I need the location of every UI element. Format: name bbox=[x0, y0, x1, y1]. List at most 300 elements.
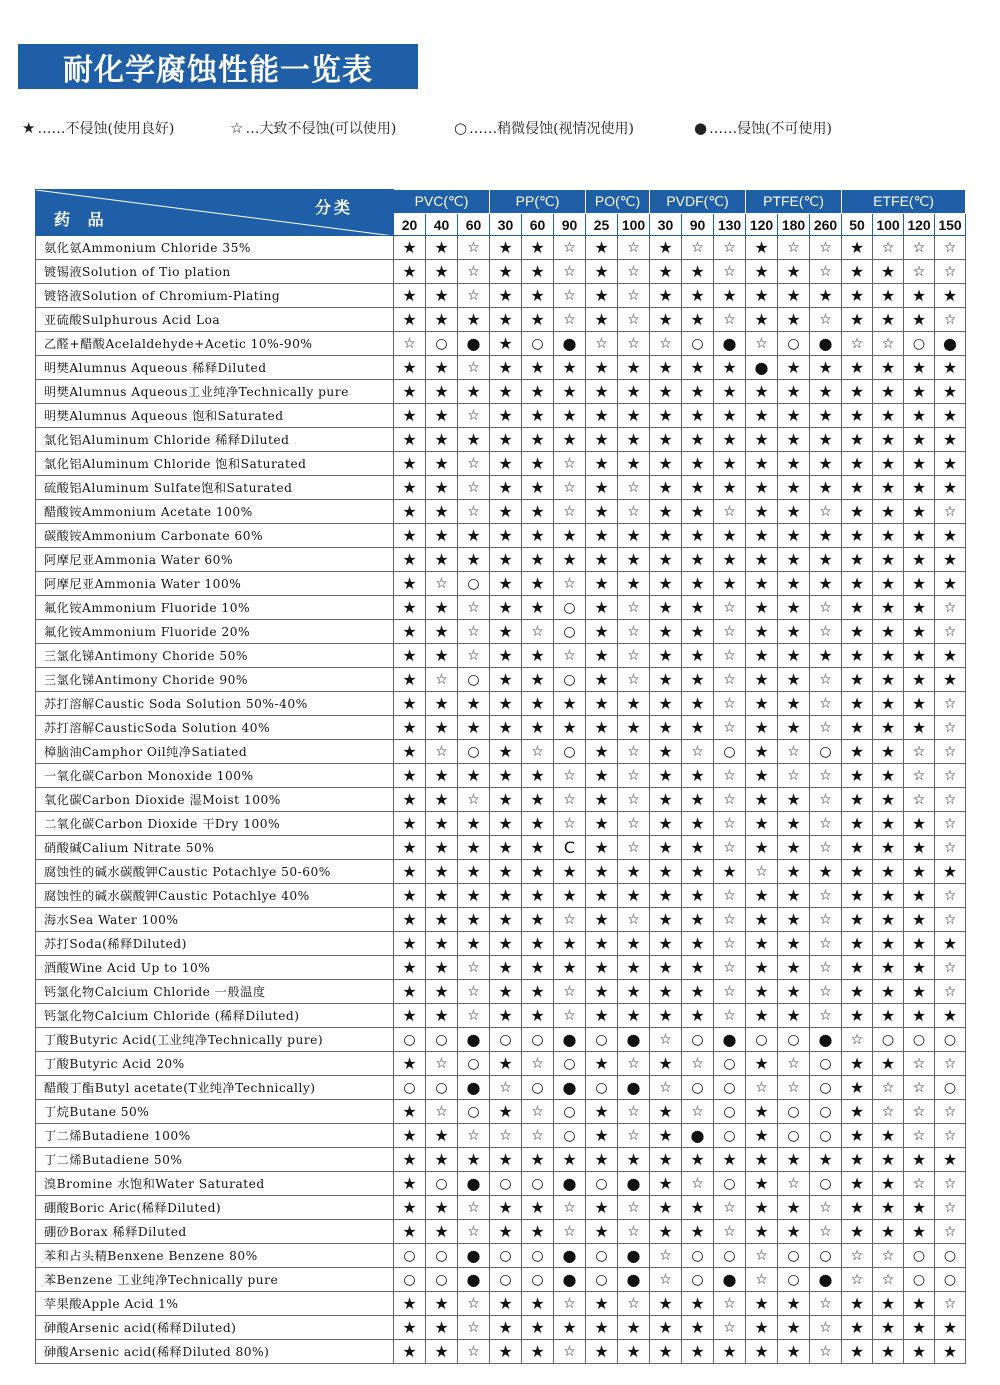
open-circle-icon: ○ bbox=[935, 1076, 966, 1100]
table-row bbox=[36, 1244, 966, 1268]
temp-header: 60 bbox=[522, 214, 554, 236]
open-circle-icon: ○ bbox=[778, 1028, 810, 1052]
filled-star-icon: ★ bbox=[682, 956, 714, 980]
filled-star-icon: ★ bbox=[426, 1340, 458, 1364]
open-star-icon: ☆ bbox=[554, 812, 586, 836]
filled-star-icon: ★ bbox=[778, 980, 810, 1004]
filled-star-icon: ★ bbox=[778, 956, 810, 980]
chemical-name: 酒酸Wine Acid Up to 10% bbox=[36, 956, 394, 980]
open-circle-icon: ○ bbox=[426, 1268, 458, 1292]
filled-star-icon: ★ bbox=[682, 308, 714, 332]
legend bbox=[22, 114, 982, 140]
chemical-name: 硝酸碱Calium Nitrate 50% bbox=[36, 836, 394, 860]
filled-star-icon: ★ bbox=[873, 836, 904, 860]
rating-mark: C bbox=[554, 836, 586, 860]
open-star-icon: ☆ bbox=[873, 332, 904, 356]
open-star-icon: ☆ bbox=[554, 476, 586, 500]
filled-star-icon: ★ bbox=[554, 716, 586, 740]
filled-star-icon: ★ bbox=[394, 1148, 426, 1172]
open-circle-icon: ○ bbox=[810, 1052, 842, 1076]
open-star-icon: ☆ bbox=[873, 1268, 904, 1292]
filled-star-icon: ★ bbox=[746, 668, 778, 692]
open-star-icon: ☆ bbox=[522, 740, 554, 764]
filled-star-icon: ★ bbox=[904, 1220, 935, 1244]
open-star-icon: ☆ bbox=[810, 956, 842, 980]
filled-star-icon: ★ bbox=[904, 1196, 935, 1220]
table-row bbox=[36, 572, 966, 596]
filled-star-icon: ★ bbox=[746, 692, 778, 716]
open-circle-icon: ○ bbox=[394, 1028, 426, 1052]
chemical-name: 醋酸丁酯Butyl acetate(T业纯净Technically) bbox=[36, 1076, 394, 1100]
open-star-icon: ☆ bbox=[778, 1172, 810, 1196]
filled-star-icon: ★ bbox=[458, 692, 490, 716]
open-star-icon: ☆ bbox=[522, 620, 554, 644]
filled-star-icon: ★ bbox=[522, 1220, 554, 1244]
filled-star-icon: ★ bbox=[522, 836, 554, 860]
filled-star-icon: ★ bbox=[522, 572, 554, 596]
open-star-icon: ☆ bbox=[522, 1052, 554, 1076]
open-star-icon: ☆ bbox=[618, 836, 650, 860]
open-star-icon: ☆ bbox=[554, 1196, 586, 1220]
filled-star-icon: ★ bbox=[394, 428, 426, 452]
filled-star-icon: ★ bbox=[842, 1148, 873, 1172]
table-row bbox=[36, 1268, 966, 1292]
filled-star-icon: ★ bbox=[778, 836, 810, 860]
legend-item-not-corroded bbox=[22, 118, 174, 138]
open-star-icon: ☆ bbox=[714, 956, 746, 980]
filled-star-icon: ★ bbox=[935, 284, 966, 308]
filled-star-icon: ★ bbox=[873, 1004, 904, 1028]
open-star-icon: ☆ bbox=[458, 284, 490, 308]
legend-item-slightly-corroded bbox=[454, 118, 634, 138]
open-star-icon: ☆ bbox=[904, 1100, 935, 1124]
table-row bbox=[36, 1172, 966, 1196]
filled-star-icon: ★ bbox=[490, 1220, 522, 1244]
filled-star-icon: ★ bbox=[746, 1100, 778, 1124]
filled-circle-icon: ● bbox=[618, 1172, 650, 1196]
filled-star-icon: ★ bbox=[746, 716, 778, 740]
filled-star-icon: ★ bbox=[394, 1052, 426, 1076]
filled-star-icon: ★ bbox=[746, 980, 778, 1004]
open-star-icon: ☆ bbox=[618, 1196, 650, 1220]
table-row bbox=[36, 836, 966, 860]
filled-star-icon: ★ bbox=[873, 404, 904, 428]
filled-star-icon: ★ bbox=[904, 356, 935, 380]
open-star-icon: ☆ bbox=[554, 308, 586, 332]
filled-star-icon: ★ bbox=[394, 692, 426, 716]
open-star-icon: ☆ bbox=[810, 1340, 842, 1364]
open-star-icon: ☆ bbox=[458, 476, 490, 500]
table-row bbox=[36, 692, 966, 716]
filled-star-icon: ★ bbox=[458, 548, 490, 572]
open-star-icon: ☆ bbox=[714, 1196, 746, 1220]
filled-star-icon: ★ bbox=[935, 572, 966, 596]
filled-star-icon: ★ bbox=[842, 1220, 873, 1244]
filled-circle-icon: ● bbox=[458, 1028, 490, 1052]
filled-star-icon: ★ bbox=[904, 1316, 935, 1340]
open-circle-icon: ○ bbox=[426, 1028, 458, 1052]
filled-star-icon: ★ bbox=[904, 428, 935, 452]
open-star-icon: ☆ bbox=[618, 1292, 650, 1316]
filled-star-icon: ★ bbox=[778, 1340, 810, 1364]
table-row bbox=[36, 1316, 966, 1340]
filled-star-icon: ★ bbox=[778, 500, 810, 524]
open-star-icon: ☆ bbox=[904, 1052, 935, 1076]
filled-star-icon: ★ bbox=[746, 1148, 778, 1172]
table-row bbox=[36, 1052, 966, 1076]
filled-circle-icon: ● bbox=[554, 1076, 586, 1100]
filled-star-icon: ★ bbox=[746, 620, 778, 644]
open-circle-icon: ○ bbox=[394, 1076, 426, 1100]
open-star-icon: ☆ bbox=[873, 236, 904, 260]
open-circle-icon: ○ bbox=[426, 1244, 458, 1268]
filled-star-icon: ★ bbox=[426, 788, 458, 812]
filled-star-icon: ★ bbox=[618, 452, 650, 476]
filled-star-icon: ★ bbox=[650, 428, 682, 452]
filled-star-icon: ★ bbox=[426, 692, 458, 716]
filled-star-icon: ★ bbox=[935, 1340, 966, 1364]
group-header-po: PO(℃) bbox=[586, 190, 650, 214]
filled-star-icon: ★ bbox=[746, 1292, 778, 1316]
chemical-name: 腐蚀性的碱水碳酸钾Caustic Potachlye 40% bbox=[36, 884, 394, 908]
filled-star-icon: ★ bbox=[522, 404, 554, 428]
filled-star-icon: ★ bbox=[682, 260, 714, 284]
filled-star-icon: ★ bbox=[458, 908, 490, 932]
filled-star-icon: ★ bbox=[522, 812, 554, 836]
filled-star-icon: ★ bbox=[394, 308, 426, 332]
chemical-name: 氧化碳Carbon Dioxide 湿Moist 100% bbox=[36, 788, 394, 812]
filled-star-icon: ★ bbox=[618, 716, 650, 740]
open-circle-icon: ○ bbox=[935, 1268, 966, 1292]
open-star-icon: ☆ bbox=[554, 980, 586, 1004]
temp-header: 100 bbox=[618, 214, 650, 236]
filled-star-icon: ★ bbox=[778, 596, 810, 620]
filled-star-icon: ★ bbox=[873, 644, 904, 668]
filled-star-icon: ★ bbox=[554, 956, 586, 980]
filled-star-icon: ★ bbox=[394, 1196, 426, 1220]
filled-star-icon: ★ bbox=[618, 356, 650, 380]
chemical-name: 硼酸Boric Aric(稀释Diluted) bbox=[36, 1196, 394, 1220]
table-row bbox=[36, 404, 966, 428]
filled-star-icon: ★ bbox=[522, 788, 554, 812]
filled-circle-icon: ● bbox=[618, 1028, 650, 1052]
filled-star-icon: ★ bbox=[650, 812, 682, 836]
filled-star-icon: ★ bbox=[682, 692, 714, 716]
open-star-icon: ☆ bbox=[426, 572, 458, 596]
filled-star-icon: ★ bbox=[682, 620, 714, 644]
filled-star-icon: ★ bbox=[935, 524, 966, 548]
chemical-name: 明樊Alumnus Aqueous工业纯净Technically pure bbox=[36, 380, 394, 404]
filled-star-icon: ★ bbox=[682, 884, 714, 908]
filled-star-icon: ★ bbox=[586, 356, 618, 380]
filled-star-icon: ★ bbox=[746, 1316, 778, 1340]
open-star-icon: ☆ bbox=[586, 332, 618, 356]
filled-star-icon: ★ bbox=[746, 1220, 778, 1244]
table-row bbox=[36, 260, 966, 284]
filled-star-icon: ★ bbox=[586, 428, 618, 452]
filled-star-icon: ★ bbox=[810, 644, 842, 668]
filled-star-icon: ★ bbox=[650, 692, 682, 716]
filled-star-icon: ★ bbox=[873, 524, 904, 548]
item-label: 药 品 bbox=[54, 210, 110, 229]
filled-star-icon: ★ bbox=[426, 644, 458, 668]
filled-circle-icon: ● bbox=[714, 1268, 746, 1292]
chemical-name: 丁二烯Butadiene 50% bbox=[36, 1148, 394, 1172]
filled-star-icon: ★ bbox=[682, 1316, 714, 1340]
open-star-icon: ☆ bbox=[935, 1100, 966, 1124]
filled-star-icon: ★ bbox=[458, 884, 490, 908]
filled-circle-icon: ● bbox=[810, 1028, 842, 1052]
filled-star-icon: ★ bbox=[904, 500, 935, 524]
filled-star-icon: ★ bbox=[842, 884, 873, 908]
open-circle-icon: ○ bbox=[714, 1076, 746, 1100]
filled-star-icon: ★ bbox=[426, 1196, 458, 1220]
temp-header: 260 bbox=[810, 214, 842, 236]
open-star-icon: ☆ bbox=[714, 884, 746, 908]
filled-star-icon: ★ bbox=[904, 980, 935, 1004]
open-star-icon: ☆ bbox=[458, 1292, 490, 1316]
open-star-icon: ☆ bbox=[394, 332, 426, 356]
open-star-icon: ☆ bbox=[618, 1052, 650, 1076]
open-circle-icon: ○ bbox=[522, 1244, 554, 1268]
filled-star-icon: ★ bbox=[394, 1172, 426, 1196]
filled-star-icon: ★ bbox=[426, 548, 458, 572]
filled-star-icon: ★ bbox=[426, 1004, 458, 1028]
open-star-icon: ☆ bbox=[618, 1100, 650, 1124]
filled-star-icon: ★ bbox=[522, 764, 554, 788]
chemical-name: 硼砂Borax 稀释Diluted bbox=[36, 1220, 394, 1244]
filled-star-icon: ★ bbox=[873, 452, 904, 476]
open-star-icon: ☆ bbox=[458, 1124, 490, 1148]
filled-star-icon: ★ bbox=[682, 1220, 714, 1244]
open-star-icon: ☆ bbox=[618, 500, 650, 524]
open-circle-icon: ○ bbox=[522, 1028, 554, 1052]
filled-star-icon: ★ bbox=[935, 668, 966, 692]
table-row bbox=[36, 452, 966, 476]
filled-star-icon: ★ bbox=[842, 716, 873, 740]
filled-circle-icon: ● bbox=[810, 332, 842, 356]
chemical-name: 氯化铝Aluminum Chloride 稀释Diluted bbox=[36, 428, 394, 452]
filled-star-icon: ★ bbox=[650, 500, 682, 524]
open-circle-icon: ○ bbox=[554, 1124, 586, 1148]
filled-star-icon: ★ bbox=[778, 1004, 810, 1028]
filled-star-icon: ★ bbox=[904, 404, 935, 428]
filled-star-icon: ★ bbox=[650, 1100, 682, 1124]
filled-star-icon: ★ bbox=[586, 1220, 618, 1244]
filled-star-icon: ★ bbox=[746, 788, 778, 812]
filled-star-icon: ★ bbox=[426, 1220, 458, 1244]
filled-star-icon: ★ bbox=[873, 1340, 904, 1364]
filled-star-icon: ★ bbox=[746, 932, 778, 956]
filled-star-icon: ★ bbox=[778, 548, 810, 572]
filled-star-icon: ★ bbox=[522, 716, 554, 740]
filled-star-icon: ★ bbox=[426, 980, 458, 1004]
legend-label: …大致不侵蚀(可以使用) bbox=[245, 121, 397, 137]
filled-star-icon: ★ bbox=[904, 1148, 935, 1172]
filled-star-icon: ★ bbox=[618, 956, 650, 980]
filled-star-icon: ★ bbox=[778, 860, 810, 884]
filled-circle-icon: ● bbox=[458, 1268, 490, 1292]
table-row bbox=[36, 1028, 966, 1052]
filled-star-icon: ★ bbox=[746, 1052, 778, 1076]
open-star-icon: ☆ bbox=[810, 908, 842, 932]
filled-star-icon: ★ bbox=[714, 284, 746, 308]
filled-star-icon: ★ bbox=[810, 524, 842, 548]
filled-star-icon: ★ bbox=[935, 932, 966, 956]
filled-star-icon: ★ bbox=[522, 500, 554, 524]
filled-star-icon: ★ bbox=[904, 476, 935, 500]
filled-star-icon: ★ bbox=[682, 428, 714, 452]
legend-item-corroded bbox=[694, 118, 832, 138]
open-circle-icon: ○ bbox=[778, 1268, 810, 1292]
filled-star-icon: ★ bbox=[650, 1220, 682, 1244]
chemical-name: 丁酸Butyric Acid(工业纯净Technically pure) bbox=[36, 1028, 394, 1052]
filled-star-icon: ★ bbox=[522, 524, 554, 548]
open-circle-icon: ○ bbox=[490, 1244, 522, 1268]
table-row bbox=[36, 356, 966, 380]
open-star-icon: ☆ bbox=[873, 1244, 904, 1268]
filled-star-icon: ★ bbox=[935, 404, 966, 428]
filled-star-icon: ★ bbox=[714, 404, 746, 428]
open-star-icon: ☆ bbox=[458, 596, 490, 620]
open-star-icon: ☆ bbox=[714, 308, 746, 332]
filled-star-icon: ★ bbox=[394, 788, 426, 812]
filled-star-icon: ★ bbox=[522, 692, 554, 716]
open-star-icon: ☆ bbox=[935, 236, 966, 260]
filled-star-icon: ★ bbox=[458, 764, 490, 788]
filled-star-icon: ★ bbox=[586, 884, 618, 908]
open-circle-icon: ○ bbox=[935, 1244, 966, 1268]
temp-header: 150 bbox=[935, 214, 966, 236]
group-header-pvc: PVC(℃) bbox=[394, 190, 490, 214]
filled-star-icon: ★ bbox=[490, 764, 522, 788]
filled-star-icon: ★ bbox=[394, 668, 426, 692]
filled-star-icon: ★ bbox=[778, 692, 810, 716]
filled-star-icon: ★ bbox=[458, 836, 490, 860]
filled-star-icon: ★ bbox=[842, 836, 873, 860]
filled-star-icon: ★ bbox=[586, 308, 618, 332]
open-star-icon: ☆ bbox=[810, 620, 842, 644]
open-star-icon: ☆ bbox=[714, 260, 746, 284]
open-star-icon: ☆ bbox=[935, 812, 966, 836]
filled-star-icon: ★ bbox=[873, 1316, 904, 1340]
open-star-icon: ☆ bbox=[810, 500, 842, 524]
filled-star-icon: ★ bbox=[586, 908, 618, 932]
open-circle-icon: ○ bbox=[714, 1100, 746, 1124]
filled-star-icon: ★ bbox=[426, 836, 458, 860]
open-star-icon: ☆ bbox=[904, 236, 935, 260]
open-circle-icon: ○ bbox=[554, 596, 586, 620]
filled-star-icon: ★ bbox=[778, 476, 810, 500]
open-star-icon: ☆ bbox=[714, 1004, 746, 1028]
temp-header: 50 bbox=[842, 214, 873, 236]
chemical-name: 乙醛+醋酸Acelaldehyde+Acetic 10%-90% bbox=[36, 332, 394, 356]
filled-star-icon: ★ bbox=[490, 236, 522, 260]
open-circle-icon: ○ bbox=[394, 1268, 426, 1292]
filled-star-icon: ★ bbox=[935, 548, 966, 572]
filled-star-icon: ★ bbox=[394, 740, 426, 764]
open-star-icon: ☆ bbox=[714, 668, 746, 692]
filled-star-icon: ★ bbox=[522, 1340, 554, 1364]
filled-star-icon: ★ bbox=[842, 668, 873, 692]
temp-header: 180 bbox=[778, 214, 810, 236]
open-star-icon: ☆ bbox=[230, 119, 244, 137]
filled-star-icon: ★ bbox=[904, 668, 935, 692]
filled-star-icon: ★ bbox=[650, 884, 682, 908]
open-star-icon: ☆ bbox=[746, 860, 778, 884]
filled-circle-icon: ● bbox=[618, 1244, 650, 1268]
open-circle-icon: ○ bbox=[682, 1244, 714, 1268]
table-row bbox=[36, 1124, 966, 1148]
filled-star-icon: ★ bbox=[873, 908, 904, 932]
filled-star-icon: ★ bbox=[650, 356, 682, 380]
open-star-icon: ☆ bbox=[904, 1124, 935, 1148]
filled-star-icon: ★ bbox=[426, 428, 458, 452]
open-star-icon: ☆ bbox=[554, 500, 586, 524]
filled-star-icon: ★ bbox=[522, 380, 554, 404]
filled-star-icon: ★ bbox=[490, 548, 522, 572]
open-circle-icon: ○ bbox=[522, 1172, 554, 1196]
filled-star-icon: ★ bbox=[650, 404, 682, 428]
open-star-icon: ☆ bbox=[810, 1292, 842, 1316]
filled-star-icon: ★ bbox=[394, 380, 426, 404]
filled-star-icon: ★ bbox=[490, 668, 522, 692]
filled-star-icon: ★ bbox=[426, 1148, 458, 1172]
open-star-icon: ☆ bbox=[935, 1220, 966, 1244]
open-circle-icon: ○ bbox=[935, 1028, 966, 1052]
open-star-icon: ☆ bbox=[714, 500, 746, 524]
filled-star-icon: ★ bbox=[904, 1004, 935, 1028]
chemical-name: 明樊Alumnus Aqueous 饱和Saturated bbox=[36, 404, 394, 428]
filled-star-icon: ★ bbox=[682, 596, 714, 620]
filled-star-icon: ★ bbox=[842, 1196, 873, 1220]
filled-circle-icon: ● bbox=[618, 1268, 650, 1292]
filled-star-icon: ★ bbox=[873, 620, 904, 644]
chemical-name: 樟脑油Camphor Oil纯净Satiated bbox=[36, 740, 394, 764]
filled-star-icon: ★ bbox=[522, 1148, 554, 1172]
filled-circle-icon: ● bbox=[554, 1028, 586, 1052]
open-star-icon: ☆ bbox=[842, 1028, 873, 1052]
open-star-icon: ☆ bbox=[904, 764, 935, 788]
chemical-name: 碳酸铵Ammonium Carbonate 60% bbox=[36, 524, 394, 548]
open-star-icon: ☆ bbox=[810, 812, 842, 836]
open-star-icon: ☆ bbox=[935, 308, 966, 332]
open-star-icon: ☆ bbox=[458, 236, 490, 260]
table-row bbox=[36, 884, 966, 908]
filled-star-icon: ★ bbox=[618, 860, 650, 884]
open-circle-icon: ○ bbox=[778, 332, 810, 356]
legend-label: ……侵蚀(不可使用) bbox=[709, 121, 833, 137]
table-row bbox=[36, 716, 966, 740]
open-star-icon: ☆ bbox=[714, 788, 746, 812]
filled-star-icon: ★ bbox=[904, 380, 935, 404]
filled-star-icon: ★ bbox=[522, 1004, 554, 1028]
filled-star-icon: ★ bbox=[586, 788, 618, 812]
filled-star-icon: ★ bbox=[650, 980, 682, 1004]
filled-star-icon: ★ bbox=[904, 908, 935, 932]
filled-star-icon: ★ bbox=[842, 1076, 873, 1100]
filled-star-icon: ★ bbox=[714, 356, 746, 380]
temp-header: 130 bbox=[714, 214, 746, 236]
table-corner-header bbox=[36, 190, 394, 236]
filled-star-icon: ★ bbox=[522, 308, 554, 332]
filled-star-icon: ★ bbox=[873, 1172, 904, 1196]
filled-star-icon: ★ bbox=[394, 908, 426, 932]
filled-star-icon: ★ bbox=[746, 548, 778, 572]
open-star-icon: ☆ bbox=[458, 500, 490, 524]
filled-star-icon: ★ bbox=[904, 716, 935, 740]
filled-star-icon: ★ bbox=[778, 404, 810, 428]
